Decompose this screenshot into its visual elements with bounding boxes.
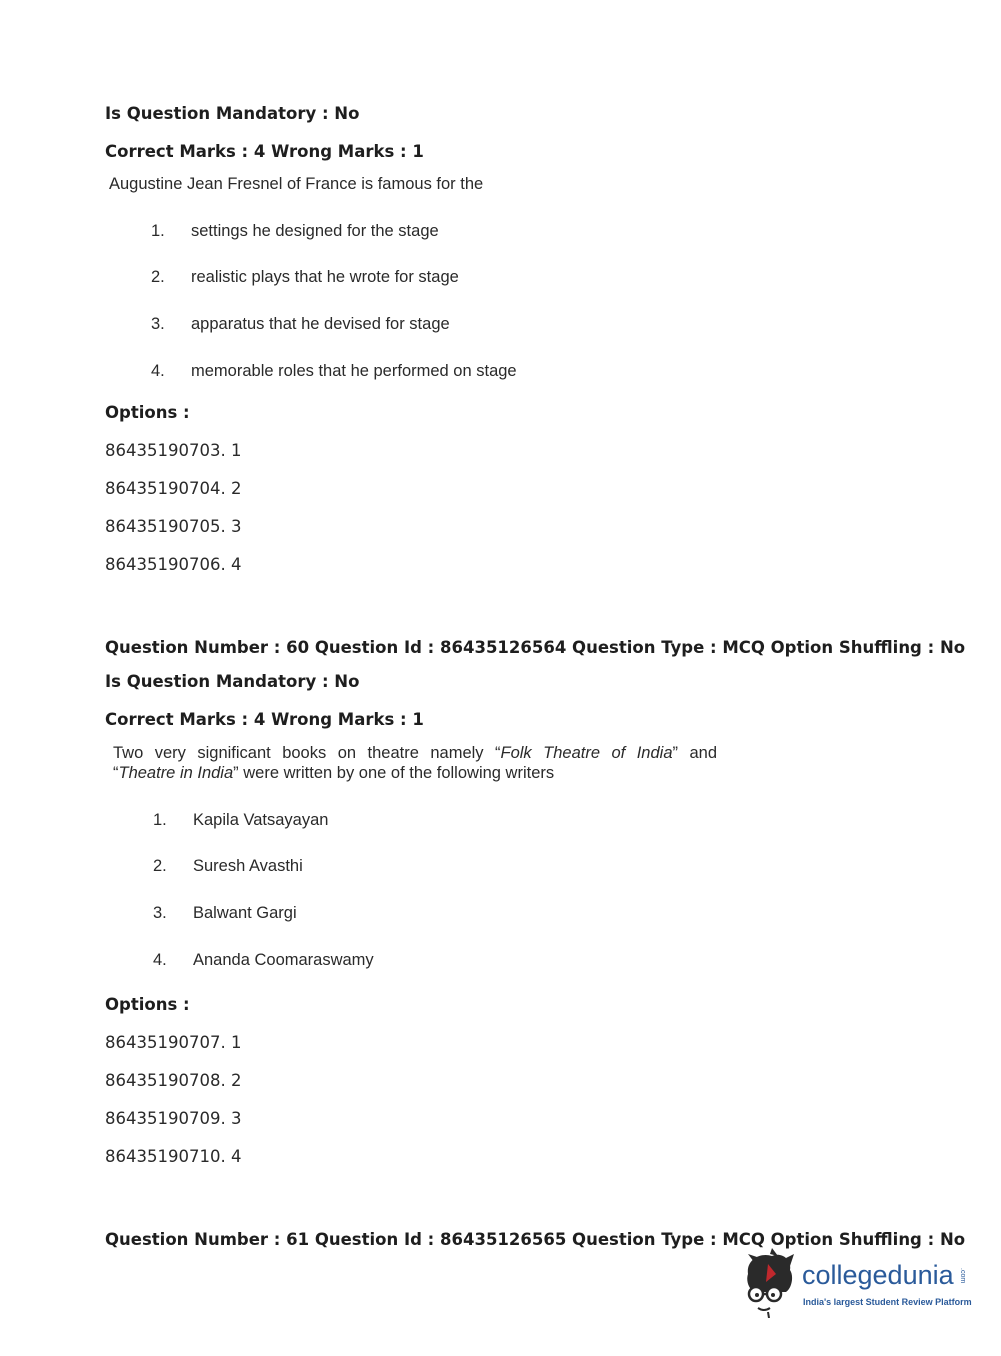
choice-text: realistic plays that he wrote for stage: [191, 268, 459, 286]
choice-number: 1.: [153, 811, 167, 829]
q60-mandatory: Is Question Mandatory : No: [105, 672, 360, 691]
choice-text: Kapila Vatsayayan: [193, 811, 329, 829]
text-segment: Two very significant books on theatre namely “: [113, 744, 501, 762]
q61-header: Question Number : 61 Question Id : 86435126565 Question Type : MCQ Option Shuffling : No: [105, 1230, 966, 1249]
book-title: Folk Theatre of India: [500, 744, 673, 762]
choice-number: 3.: [153, 904, 167, 922]
q59-options-label: Options :: [105, 403, 190, 422]
logo-tagline: India's largest Student Review Platform: [803, 1297, 972, 1307]
text-segment: “: [113, 764, 119, 782]
choice-number: 2.: [151, 268, 165, 286]
choice-text: settings he designed for the stage: [191, 222, 439, 240]
q59-mandatory: Is Question Mandatory : No: [105, 104, 360, 123]
q60-option-3: 86435190709. 3: [105, 1109, 242, 1128]
q59-option-3: 86435190705. 3: [105, 517, 242, 536]
choice-number: 4.: [153, 951, 167, 969]
q59-marks: Correct Marks : 4 Wrong Marks : 1: [105, 142, 424, 161]
choice-text: Ananda Coomaraswamy: [193, 951, 374, 969]
text-segment: ” were written by one of the following writers: [233, 764, 555, 782]
choice-text: Balwant Gargi: [193, 904, 297, 922]
choice-text: memorable roles that he performed on stage: [191, 362, 517, 380]
choice-text: Suresh Avasthi: [193, 857, 303, 875]
choice-number: 3.: [151, 315, 165, 333]
q59-question-text: Augustine Jean Fresnel of France is famous for the: [109, 175, 484, 193]
text-segment: ” and: [672, 744, 717, 762]
book-title: Theatre in India: [118, 764, 234, 782]
logo-wordmark: collegedunia: [802, 1260, 954, 1290]
choice-number: 1.: [151, 222, 165, 240]
q59-option-4: 86435190706. 4: [105, 555, 242, 574]
q60-option-2: 86435190708. 2: [105, 1071, 242, 1090]
choice-number: 4.: [151, 362, 165, 380]
q59-option-2: 86435190704. 2: [105, 479, 242, 498]
q60-options-label: Options :: [105, 995, 190, 1014]
choice-text: apparatus that he devised for stage: [191, 315, 450, 333]
mascot-icon: [740, 1248, 802, 1318]
q60-header: Question Number : 60 Question Id : 86435126564 Question Type : MCQ Option Shuffling : No: [105, 638, 966, 657]
collegedunia-logo: [740, 1248, 975, 1318]
q60-option-1: 86435190707. 1: [105, 1033, 242, 1052]
q59-option-1: 86435190703. 1: [105, 441, 242, 460]
q60-option-4: 86435190710. 4: [105, 1147, 242, 1166]
choice-number: 2.: [153, 857, 167, 875]
q60-question-line-1: [113, 744, 717, 763]
logo-suffix: .com: [959, 1268, 966, 1284]
q60-question-line-2: [113, 764, 554, 783]
q60-marks: Correct Marks : 4 Wrong Marks : 1: [105, 710, 424, 729]
